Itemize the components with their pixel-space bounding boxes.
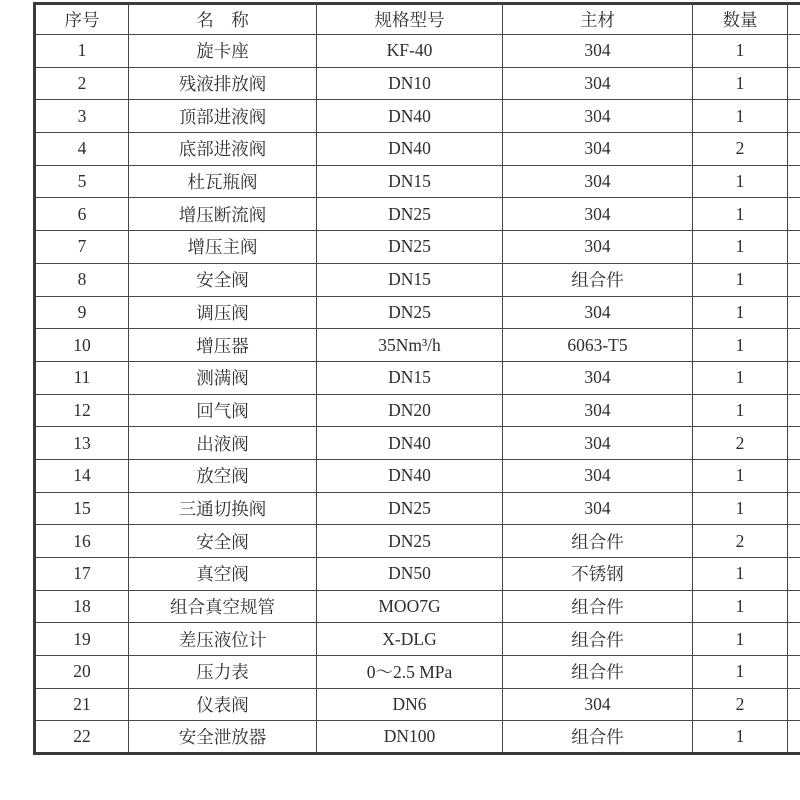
cell-spec: DN40 (317, 427, 503, 460)
cell-qty: 1 (693, 558, 788, 591)
cell-overflow (788, 133, 800, 166)
cell-no: 14 (35, 459, 129, 492)
cell-spec: DN40 (317, 459, 503, 492)
cell-spec: 35Nm³/h (317, 329, 503, 362)
table-row (35, 67, 800, 100)
cell-overflow (788, 688, 800, 721)
cell-spec: KF-40 (317, 35, 503, 68)
cell-no: 1 (35, 35, 129, 68)
cell-name: 安全阀 (129, 525, 317, 558)
cell-no: 17 (35, 558, 129, 591)
cell-material: 组合件 (503, 721, 693, 754)
cell-material: 组合件 (503, 656, 693, 689)
cell-overflow (788, 263, 800, 296)
cell-name: 回气阀 (129, 394, 317, 427)
cell-name: 真空阀 (129, 558, 317, 591)
column-header-name: 名 称 (129, 4, 317, 35)
column-header-overflow (788, 4, 800, 35)
cell-name: 增压器 (129, 329, 317, 362)
table-row (35, 394, 800, 427)
cell-spec: DN25 (317, 198, 503, 231)
cell-name: 安全泄放器 (129, 721, 317, 754)
cell-material: 304 (503, 492, 693, 525)
cell-qty: 1 (693, 198, 788, 231)
cell-material: 304 (503, 688, 693, 721)
cell-overflow (788, 231, 800, 264)
table-row (35, 656, 800, 689)
cell-qty: 1 (693, 721, 788, 754)
cell-overflow (788, 165, 800, 198)
cell-no: 7 (35, 231, 129, 264)
cell-spec: X-DLG (317, 623, 503, 656)
cell-material: 304 (503, 100, 693, 133)
cell-name: 调压阀 (129, 296, 317, 329)
cell-overflow (788, 329, 800, 362)
cell-material: 组合件 (503, 525, 693, 558)
cell-qty: 1 (693, 329, 788, 362)
cell-spec: MOO7G (317, 590, 503, 623)
cell-no: 3 (35, 100, 129, 133)
cell-spec: DN15 (317, 165, 503, 198)
cell-spec: DN6 (317, 688, 503, 721)
table-row (35, 133, 800, 166)
cell-material: 组合件 (503, 623, 693, 656)
cell-overflow (788, 721, 800, 754)
cell-spec: DN15 (317, 263, 503, 296)
table-row (35, 525, 800, 558)
table-row (35, 329, 800, 362)
table-row (35, 459, 800, 492)
column-header-material: 主材 (503, 4, 693, 35)
cell-no: 12 (35, 394, 129, 427)
table-row (35, 590, 800, 623)
cell-material: 304 (503, 133, 693, 166)
cell-overflow (788, 656, 800, 689)
cell-spec: DN40 (317, 100, 503, 133)
cell-no: 22 (35, 721, 129, 754)
cell-name: 压力表 (129, 656, 317, 689)
cell-qty: 2 (693, 427, 788, 460)
cell-material: 304 (503, 459, 693, 492)
cell-no: 11 (35, 361, 129, 394)
header-row (35, 4, 800, 35)
cell-no: 9 (35, 296, 129, 329)
cell-no: 20 (35, 656, 129, 689)
table-row (35, 361, 800, 394)
cell-no: 4 (35, 133, 129, 166)
table-row (35, 688, 800, 721)
cell-qty: 1 (693, 623, 788, 656)
cell-spec: DN25 (317, 492, 503, 525)
table-row (35, 100, 800, 133)
cell-name: 出液阀 (129, 427, 317, 460)
cell-name: 底部进液阀 (129, 133, 317, 166)
table-row (35, 492, 800, 525)
cell-overflow (788, 427, 800, 460)
table-row (35, 558, 800, 591)
cell-qty: 1 (693, 656, 788, 689)
cell-name: 增压主阀 (129, 231, 317, 264)
cell-overflow (788, 525, 800, 558)
cell-qty: 2 (693, 525, 788, 558)
cell-qty: 1 (693, 165, 788, 198)
cell-qty: 1 (693, 100, 788, 133)
cell-overflow (788, 67, 800, 100)
cell-name: 放空阀 (129, 459, 317, 492)
table-row (35, 721, 800, 754)
table-body (35, 35, 800, 754)
cell-no: 13 (35, 427, 129, 460)
cell-overflow (788, 492, 800, 525)
cell-qty: 2 (693, 133, 788, 166)
cell-overflow (788, 394, 800, 427)
cell-no: 16 (35, 525, 129, 558)
cell-spec: DN10 (317, 67, 503, 100)
cell-spec: DN100 (317, 721, 503, 754)
cell-qty: 2 (693, 688, 788, 721)
cell-overflow (788, 35, 800, 68)
cell-name: 差压液位计 (129, 623, 317, 656)
cell-no: 5 (35, 165, 129, 198)
cell-spec: DN25 (317, 231, 503, 264)
cell-overflow (788, 459, 800, 492)
cell-qty: 1 (693, 263, 788, 296)
cell-material: 304 (503, 296, 693, 329)
cell-no: 10 (35, 329, 129, 362)
cell-overflow (788, 361, 800, 394)
cell-name: 安全阀 (129, 263, 317, 296)
table-row (35, 427, 800, 460)
cell-name: 顶部进液阀 (129, 100, 317, 133)
cell-spec: DN50 (317, 558, 503, 591)
table-row (35, 35, 800, 68)
column-header-qty: 数量 (693, 4, 788, 35)
column-header-spec: 规格型号 (317, 4, 503, 35)
cell-overflow (788, 296, 800, 329)
cell-overflow (788, 558, 800, 591)
cell-name: 杜瓦瓶阀 (129, 165, 317, 198)
cell-material: 304 (503, 35, 693, 68)
table-row (35, 296, 800, 329)
cell-material: 304 (503, 361, 693, 394)
cell-name: 测满阀 (129, 361, 317, 394)
cell-name: 仪表阀 (129, 688, 317, 721)
cell-no: 21 (35, 688, 129, 721)
cell-qty: 1 (693, 67, 788, 100)
cell-material: 304 (503, 394, 693, 427)
cell-no: 18 (35, 590, 129, 623)
cell-qty: 1 (693, 590, 788, 623)
table-row (35, 165, 800, 198)
cell-overflow (788, 198, 800, 231)
cell-qty: 1 (693, 394, 788, 427)
cell-material: 组合件 (503, 590, 693, 623)
cell-overflow (788, 590, 800, 623)
cell-material: 304 (503, 67, 693, 100)
cell-no: 15 (35, 492, 129, 525)
cell-spec: DN25 (317, 296, 503, 329)
cell-no: 2 (35, 67, 129, 100)
cell-qty: 1 (693, 296, 788, 329)
table-row (35, 198, 800, 231)
cell-name: 旋卡座 (129, 35, 317, 68)
cell-spec: DN15 (317, 361, 503, 394)
cell-overflow (788, 623, 800, 656)
cell-material: 304 (503, 427, 693, 460)
cell-spec: DN25 (317, 525, 503, 558)
cell-name: 三通切换阀 (129, 492, 317, 525)
cell-qty: 1 (693, 492, 788, 525)
table-row (35, 263, 800, 296)
column-header-no: 序号 (35, 4, 129, 35)
table-row (35, 231, 800, 264)
cell-name: 增压断流阀 (129, 198, 317, 231)
parts-table (33, 2, 800, 755)
cell-qty: 1 (693, 361, 788, 394)
table-row (35, 623, 800, 656)
cell-name: 残液排放阀 (129, 67, 317, 100)
cell-overflow (788, 100, 800, 133)
cell-material: 304 (503, 198, 693, 231)
cell-no: 8 (35, 263, 129, 296)
cell-spec: 0～2.5 MPa (317, 656, 503, 689)
cell-spec: DN20 (317, 394, 503, 427)
cell-no: 6 (35, 198, 129, 231)
cell-name: 组合真空规管 (129, 590, 317, 623)
cell-no: 19 (35, 623, 129, 656)
cell-material: 304 (503, 165, 693, 198)
cell-material: 不锈钢 (503, 558, 693, 591)
cell-qty: 1 (693, 35, 788, 68)
cell-material: 6063-T5 (503, 329, 693, 362)
cell-qty: 1 (693, 459, 788, 492)
cell-material: 304 (503, 231, 693, 264)
cell-spec: DN40 (317, 133, 503, 166)
cell-qty: 1 (693, 231, 788, 264)
cell-material: 组合件 (503, 263, 693, 296)
